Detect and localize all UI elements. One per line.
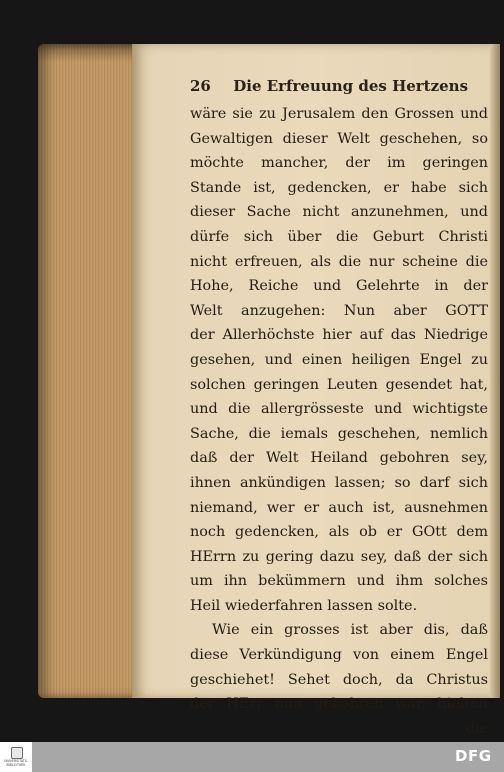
viewer-footer-bar	[0, 742, 504, 772]
page-number: 26	[190, 77, 211, 95]
text-line: wäre sie zu Jerusalem den Grossen und	[190, 106, 488, 122]
text-line: möchte mancher, der im geringen	[190, 155, 488, 172]
text-line: Wie ein grosses ist aber dis, daß	[212, 622, 488, 639]
catchword: die	[465, 720, 488, 737]
text-line: nicht erfreuen, als die nur scheine die	[190, 253, 488, 270]
text-line: gesehen, und einen heiligen Engel zu	[190, 351, 488, 368]
text-line: Welt anzugehen: Nun aber GOTT	[190, 302, 488, 319]
page-header	[190, 77, 490, 99]
book-fore-edge	[38, 44, 140, 698]
running-title: Die Erfreuung des Hertzens	[233, 77, 469, 95]
dfg-logo: DFG	[455, 747, 492, 765]
library-seal-icon	[11, 747, 23, 759]
text-line: Heil wiederfahren lassen solte.	[190, 597, 418, 614]
text-line: und die allergrösseste und wichtigste	[190, 401, 488, 418]
text-line: niemand, wer er auch ist, ausnehmen	[190, 499, 488, 516]
text-line: Hohe, Reiche und Gelehrte in der	[190, 278, 488, 295]
text-line: geschiehet! Sehet doch, da Christus	[190, 671, 488, 688]
text-line: noch gedencken, als ob er GOtt dem	[190, 524, 488, 541]
text-line: der Allerhöchste hier auf das Niedrige	[190, 327, 488, 344]
library-logo	[0, 742, 32, 772]
page-gutter-edge	[490, 44, 500, 698]
text-line: daß der Welt Heiland gebohren sey,	[190, 450, 488, 467]
text-line: Gewaltigen dieser Welt geschehen, so	[190, 130, 488, 147]
library-logo-text: UNIVERSITÄTS- BIBLIOTHEK	[4, 759, 28, 767]
text-line: diese Verkündigung von einem Engel	[190, 647, 488, 664]
text-line: Sache, die iemals geschehen, nemlich	[190, 425, 488, 442]
text-line: der HErr nun gebohren war, hielten	[190, 696, 488, 713]
text-line: dürfe sich über die Geburt Christi	[190, 228, 488, 245]
text-line: HErrn zu gering dazu sey, daß der sich	[190, 548, 488, 565]
page-body-text	[190, 102, 488, 741]
text-line: solchen geringen Leuten gesendet hat,	[190, 376, 488, 393]
text-line: Stande ist, gedencken, er habe sich	[190, 179, 488, 196]
text-line: um ihn bekümmern und ihm solches	[190, 573, 488, 590]
text-line: ihnen ankündigen lassen; so darf sich	[190, 474, 488, 491]
text-line: dieser Sache nicht anzunehmen, und	[190, 204, 488, 221]
